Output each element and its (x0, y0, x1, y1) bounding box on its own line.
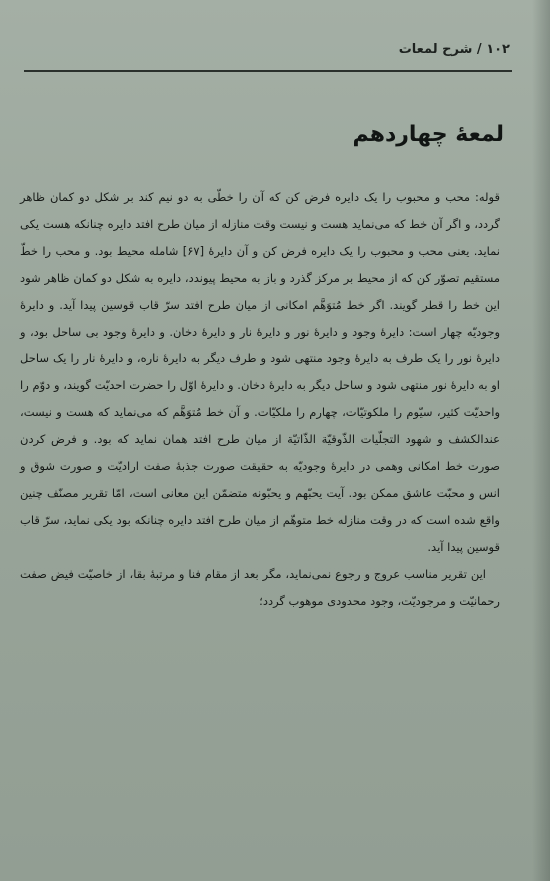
body-text (20, 184, 500, 615)
page-edge-shadow (532, 0, 550, 881)
paragraph: قوله: محب و محبوب را یک دایره فرض کن که آن را خطّی به دو نیم کند بر شکل دو کمان ظاهر گردد، و اگر آن خط که می‌نماید هست و نیست وقت منازله از میان طرح افتد دایره چنانکه هست یکی نماید. یعنی محب و محبوب را یک دایره فرض کن و آن دایرهٔ [۶۷] شامله محیط بود. و محب را خطّ مستقیم تصوّر کن که از محیط بر مرکز گذرد و باز به محیط پیوندد، دایره به شکل دو کمان ظاهر شود این خط را قطر گویند. اگر خط مُتوَهَّم امکانی از میان طرح افتد سرّ قاب قوسین پیدا آید. و دایرهٔ وجودیّه چهار است: دایرهٔ وجود و دایرهٔ نور و دایرهٔ نار و دایرهٔ دخان. و دایرهٔ وجود بی ساحل بود، و دایرهٔ نور را یک طرف به دایرهٔ وجود منتهی شود و طرف دیگر به دایرهٔ ناره، و دایرهٔ نار را یک ساحل او به دایرهٔ نور منتهی شود و ساحل دیگر به دایرهٔ دخان. و دایرهٔ اوّل را حضرت احدیّت گویند، و دوّم را واحدیّت کثیر، سیّوم را ملکوتیّات، چهارم را ملکیّات. و آن خط مُتوَهَّم که می‌نماید که هست و نیست، عندالکشف و شهود التجلّیات الذّوقیّة الذّاتیّة از میان طرح افتد همان نماید که بود. و فرض کردن صورت خط امکانی وهمی در دایرهٔ وجودیّه به حقیقت صورت جذبهٔ صفت ارادیّت و صورت شوق و انس و محبّت عاشق ممکن بود. آیت یحبّهم و یحبّونه متضمّن این معانی است، امّا تقریر مصنّف چنین واقع شده است که در وقت منازله خط متوهّم از میان طرح افتد دایره چنانکه بود یکی نماید، سرّ قاب قوسین پیدا آید. (20, 190, 500, 554)
paragraph: این تقریر مناسب عروج و رجوع نمی‌نماید، مگر بعد از مقام فنا و مرتبهٔ بقا، از خاصیّت فیض صفت رحمانیّت و مرجودیّت، وجود محدودی موهوب گردد؛ (20, 566, 500, 608)
header-rule (24, 70, 512, 72)
running-header: ۱۰۲ / شرح لمعات (398, 42, 510, 57)
chapter-title: لمعهٔ چهاردهم (352, 122, 504, 147)
